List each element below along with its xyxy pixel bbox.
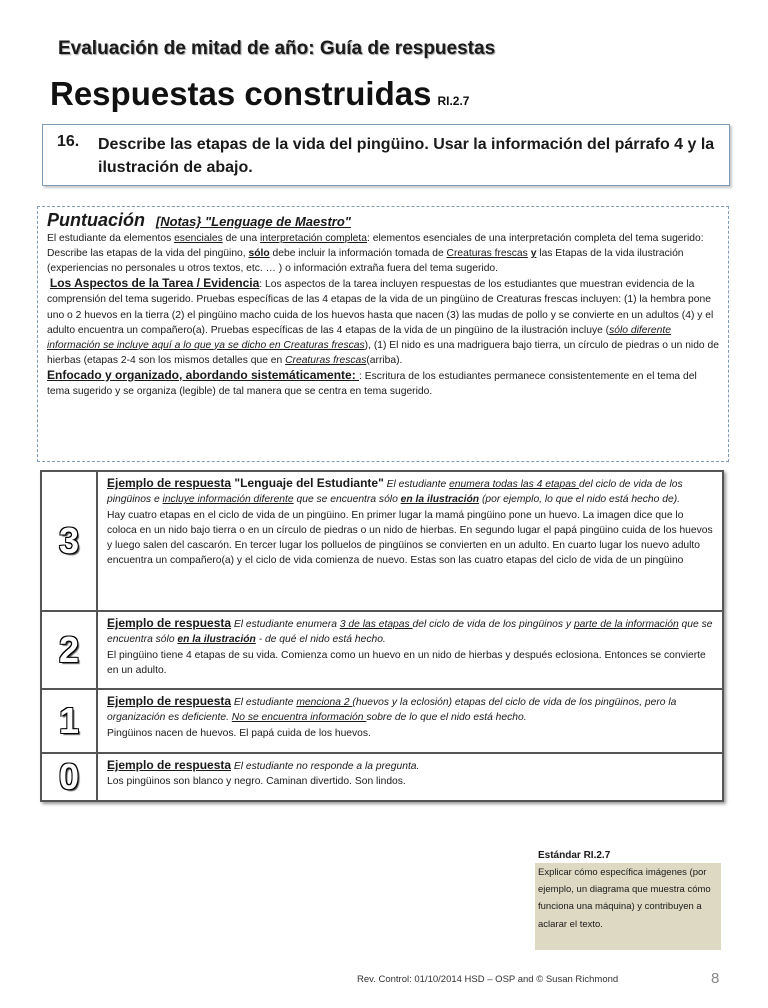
text-run: del ciclo de vida de los pingüinos e bbox=[107, 479, 683, 506]
text-run: esenciales bbox=[174, 233, 223, 245]
text-run: que se encuentra sólo bbox=[107, 619, 713, 646]
page-title-text: Respuestas construidas bbox=[50, 75, 432, 112]
page-number: 8 bbox=[711, 970, 720, 987]
example-heading: Ejemplo de respuesta bbox=[107, 694, 232, 708]
text-run: El estudiante bbox=[231, 697, 297, 708]
text-run: del ciclo de vida de los pingüinos y bbox=[412, 619, 574, 630]
standard-box bbox=[535, 846, 721, 950]
example-heading-extra: "Lenguaje del Estudiante" bbox=[231, 476, 384, 490]
text-run: ), (1) El nido es una madriguera bajo tierra, un círculo de piedras o un nido de hierbas (etapas 2-4 son los mismos detalles que en bbox=[47, 339, 719, 366]
text-run: El estudiante da elementos bbox=[47, 233, 175, 245]
text-run: No se encuentra información bbox=[231, 712, 367, 724]
text-run: : Los aspectos de la tarea incluyen respuestas de los estudiantes que muestran evidencia de la comprensión del tema sugerido. Pruebas específicas de las 4 etapas de la vida de un pingüino de Creaturas frescas incluyen: (1) la hembra pone uno o 2 huevos en la tierra (2) el pingüino macho cuida de los huevos hasta que nacen (3) las mudas de pollo y se convierte en un adultos (4) y el adulto encuentra un compañero(a). Pruebas específicas de las 4 etapas de la vida de un pingüino de la ilustración incluye ( bbox=[47, 279, 714, 336]
text-run: (por ejemplo, lo que el nido está hecho de). bbox=[479, 494, 680, 506]
example-body: Hay cuatro etapas en el ciclo de vida de un pingüino. En primer lugar la mamá pingüino pone un huevo. La imagen dice que lo coloca en un nido bajo tierra o en un círculo de piedras o un nido de hierbas. En segundo lugar el papá pingüino cuida de los huevos y luego salen del cascarón. En tercer lugar los polluelos de pingüinos se convierten en un adulto. En cuarto lugar los nuevo adulto encuentra un compañero(a) y el ciclo de vida comienza de nuevo. Estas son las cuatro etapas del ciclo de vida de un pingüino bbox=[107, 509, 713, 567]
score-cell: 3 bbox=[41, 471, 97, 611]
text-run: parte de la información bbox=[573, 619, 679, 630]
text-run: El estudiante enumera bbox=[231, 619, 340, 630]
text-run: 3 de las etapas bbox=[339, 619, 413, 630]
rubric-row-2 bbox=[41, 611, 723, 689]
scoring-paragraph-1 bbox=[47, 231, 722, 276]
scoring-box bbox=[37, 206, 729, 462]
question-box bbox=[42, 124, 730, 186]
rubric-table bbox=[40, 470, 724, 802]
text-run: de una bbox=[222, 233, 260, 245]
score-cell: 0 bbox=[41, 753, 97, 801]
rubric-row-1 bbox=[41, 689, 723, 753]
text-run: - de qué el nido está hecho. bbox=[255, 634, 386, 646]
text-run: Creaturas frescas bbox=[446, 248, 528, 260]
text-run: incluye información diferente bbox=[162, 494, 294, 506]
text-run: sólo bbox=[248, 248, 270, 260]
text-run: El estudiante bbox=[383, 479, 450, 490]
rubric-row-3 bbox=[41, 471, 723, 611]
scoring-header bbox=[47, 210, 722, 231]
text-run: debe incluir la información tomada de bbox=[269, 248, 447, 260]
footer-text: Rev. Control: 01/10/2014 HSD – OSP and © Susan Richmond bbox=[357, 974, 619, 985]
text-run: en la ilustración bbox=[177, 634, 256, 646]
scoring-content bbox=[47, 210, 722, 399]
example-body: Pingüinos nacen de huevos. El papá cuida de los huevos. bbox=[107, 727, 371, 739]
text-run: menciona 2 bbox=[296, 697, 353, 708]
text-run: : elementos esenciales de una interpretación completa del tema sugerido: Describe las etapas de la vida del pingüino, bbox=[47, 233, 704, 260]
text-run: sólo diferente información se incluye aquí a lo que ya se dicho en Creaturas frescas bbox=[47, 324, 671, 351]
text-run: las Etapas de la vida ilustración (experiencias no personales u otros textos, etc. … ) o información extraña fuera del tema sugerido. bbox=[47, 248, 684, 275]
scoring-title: Puntuación bbox=[47, 210, 145, 230]
text-run: : Escritura de los estudiantes permanece consistentemente en el tema del tema sugerido y se organiza (legible) de tal manera que se centra en tema sugerido. bbox=[47, 370, 697, 398]
example-cell bbox=[97, 753, 723, 801]
question-text: Describe las etapas de la vida del pingüino. Usar la información del párrafo 4 y la ilustración de abajo. bbox=[98, 136, 715, 176]
page-subtitle: Evaluación de mitad de año: Guía de respuestas bbox=[58, 38, 496, 59]
example-heading: Ejemplo de respuesta bbox=[107, 758, 232, 772]
standard-tag: RI.2.7 bbox=[437, 94, 470, 108]
text-run: Creaturas frescas bbox=[285, 354, 367, 366]
example-heading: Ejemplo de respuesta bbox=[107, 476, 232, 490]
aspects-title: Los Aspectos de la Tarea / Evidencia bbox=[49, 276, 260, 291]
scoring-paragraph-focus bbox=[47, 368, 722, 399]
text-run: enumera todas las 4 etapas bbox=[449, 479, 580, 490]
text-run: (arriba). bbox=[366, 354, 403, 366]
text-run: sobre de lo que el nido está hecho. bbox=[366, 712, 527, 724]
scoring-paragraph-aspects bbox=[47, 276, 722, 368]
standard-box-title: Estándar RI.2.7 bbox=[535, 846, 721, 863]
text-run: (huevos y la eclosión) etapas del ciclo de vida de los pingüinos, pero la organización es deficiente. bbox=[107, 697, 677, 724]
example-cell bbox=[97, 689, 723, 753]
text-run: y bbox=[530, 248, 537, 260]
example-cell bbox=[97, 611, 723, 689]
page-title bbox=[50, 75, 469, 113]
scoring-notes: [Notas} "Lenguage de Maestro" bbox=[155, 214, 351, 229]
example-body: Los pingüinos son blanco y negro. Caminan divertido. Son lindos. bbox=[107, 776, 406, 788]
example-heading: Ejemplo de respuesta bbox=[107, 616, 232, 630]
example-cell bbox=[97, 471, 723, 611]
standard-box-text: Explicar cómo específica imágenes (por ejemplo, un diagrama que muestra cómo funciona una máquina) y contribuyen a aclarar el texto. bbox=[538, 867, 711, 930]
focus-title: Enfocado y organizado, abordando sistemáticamente: bbox=[47, 367, 360, 382]
question-number: 16. bbox=[57, 133, 80, 150]
rubric-row-0 bbox=[41, 753, 723, 801]
score-cell: 1 bbox=[41, 689, 97, 753]
text-run: que se encuentra sólo bbox=[293, 494, 401, 506]
score-cell: 2 bbox=[41, 611, 97, 689]
example-body: El pingüino tiene 4 etapas de su vida. Comienza como un huevo en un nido de hierbas y después eclosiona. Entonces se convierte en un adulto. bbox=[107, 649, 706, 676]
text-run: interpretación completa bbox=[259, 233, 367, 245]
text-run: El estudiante no responde a la pregunta. bbox=[231, 761, 420, 772]
text-run: en la ilustración bbox=[400, 494, 480, 506]
